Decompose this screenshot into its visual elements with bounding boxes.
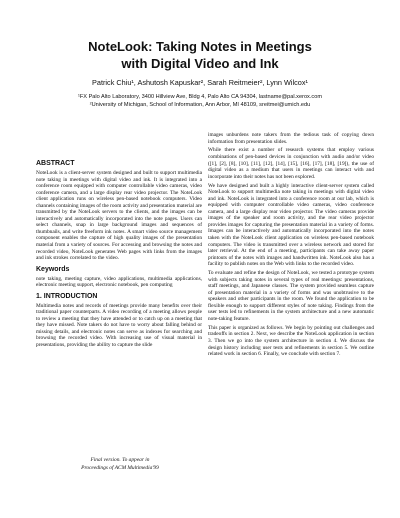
right-column [208,132,374,360]
right-paragraph-2: While there exist a number of research systems that employ various combinations of pen-based devices in conjunction with audio and/or video ([1], [2], [8], [10], [11], [12], [14], [15], [16], [17], [18], [19]), the use of digital video as a medium that users in meetings can interact with and incorporate into their notes has not been explored. [208,147,374,180]
title-line-1: NoteLook: Taking Notes in Meetings [88,39,312,54]
paper-title [0,38,400,72]
publication-note-line-2: Proceedings of ACM Multimedia'99 [81,465,159,471]
publication-note-line-1: Final version. To appear in [90,457,150,463]
right-paragraph-5: This paper is organized as follows. We begin by pointing out challenges and tradeoffs in section 2. Next, we describe the NoteLook application in section 3. Then we go into the system architecture in section 4. We discuss the design history including user tests and refinements in section 5. We outline related work in section 6. Finally, we conclude with section 7. [208,324,374,358]
affiliation-1: ¹FX Palo Alto Laboratory, 3400 Hillview Ave, Bldg 4, Palo Alto CA 94304, lastname@pal.xerox.com [78,94,322,100]
title-line-2: with Digital Video and Ink [121,56,279,71]
publication-note [60,456,180,472]
introduction-heading: 1. INTRODUCTION [36,292,98,300]
left-column [36,156,202,351]
keywords-heading: Keywords [36,265,70,273]
introduction-text: Multimedia notes and records of meetings provide many benefits over their traditional paper counterparts. A video recording of a meeting allows people to review a meeting that they have attended or to catch up on a meeting that they have missed. Note takers do not have to worry about falling behind or missing details, and electronic notes can serve as indexes for searching and browsing the recorded video. With increasing use of visual material in presentations, providing the ability to capture the slide [36,302,202,349]
affiliation-2: ²University of Michigan, School of Information, Ann Arbor, MI 48109, sreitmei@umich.edu [89,102,311,108]
abstract-text: NoteLook is a client-server system designed and built to support multimedia note taking in meetings with digital video and ink. It is integrated into a conference room equipped with computer controllable video cameras, video conference camera, and a large display rear video projector. The NoteLook client application runs on wireless pen-based notebook computers. Video channels containing images of the room activity and presentation material are transmitted by the NoteLook servers to the clients, and the images can be interactively and automatically incorporated into the note pages. Users can select channels, snap in large background images and sequences of thumbnails, and write freeform ink notes. A smart video source management component enables the capture of high quality images of the presentation material from a variety of sources. For accessing and browsing the notes and recorded video, NoteLook generates Web pages with links from the images and ink strokes correlated to the video. [36,170,202,262]
right-paragraph-3: We have designed and built a highly interactive client-server system called NoteLook to support multimedia note taking in meetings with digital video and ink. NoteLook is integrated into a conference room at our lab, which is equipped with computer controllable video cameras, video conference camera, and a large display rear video projector. The video cameras provide images of the speaker and room activity, and the rear video projector provides images for capturing the presentation material in a variety of forms. Images can be interactively and automatically incorporated into the notes taken with the NoteLook client application on wireless pen-based notebook computers. The video is transmitted over a wireless network and stored for later retrieval. At the end of a meeting, participants can take away paper printouts of the notes with images and handwritten ink. NoteLook also has a facility to publish notes on the Web with links to the recorded video. [208,182,374,268]
right-paragraph-1: images unburdens note takers from the tedious task of copying down information from presentation slides. [208,132,374,145]
abstract-heading: ABSTRACT [36,160,75,167]
keywords-text: note taking, meeting capture, video applications, multimedia applications, electronic meeting support, electronic notebook, pen computing [36,275,202,289]
author-list: Patrick Chiu¹, Ashutosh Kapuskar², Sarah Reitmeier², Lynn Wilcox¹ [92,78,308,87]
right-paragraph-4: To evaluate and refine the design of NoteLook, we tested a prototype system with subjects taking notes in several types of real meetings: presentations, staff meetings, and Japanese classes. The system provided seamless capture of presentation material in a variety of forms and was unobtrusive to the speakers and other participants in the room. We found the application to be flexible enough to support different styles of note taking. Findings from the user tests led to refinements in the system architecture and a new automatic note-taking feature. [208,270,374,322]
